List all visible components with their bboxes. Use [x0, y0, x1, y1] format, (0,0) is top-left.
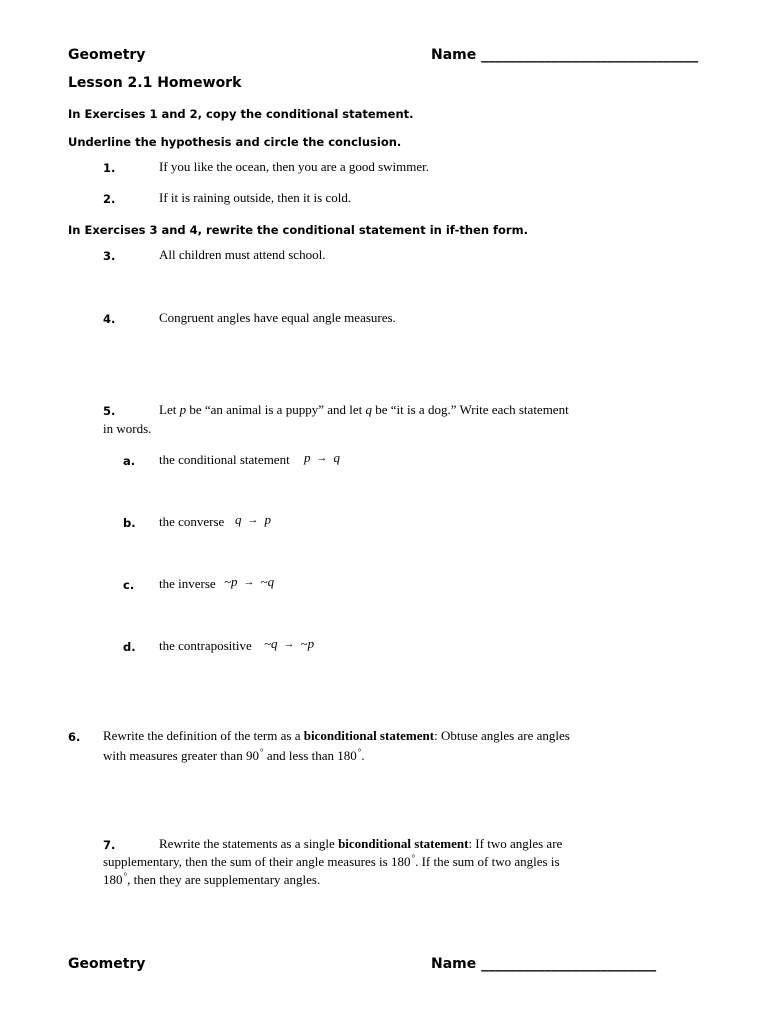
- degree-icon: °: [411, 853, 416, 863]
- biconditional-term: biconditional statement: [303, 728, 435, 743]
- arrow-icon: →: [243, 576, 255, 588]
- arrow-icon: →: [316, 452, 328, 464]
- part-b-formula: q → p: [235, 512, 271, 527]
- part-d-text: the contrapositive: [159, 638, 252, 653]
- exercise-1-number: 1.: [103, 161, 116, 175]
- arrow-icon: →: [283, 638, 295, 650]
- exercise-4-number: 4.: [103, 312, 116, 326]
- degree-icon: °: [259, 747, 264, 757]
- variable-p: p: [179, 402, 187, 417]
- exercise-2-text: If it is raining outside, then it is cold.: [159, 190, 352, 205]
- exercise-7-line2: supplementary, then the sum of their angle measures is 180°. If the sum of two angles is: [103, 853, 560, 869]
- exercise-3-text: All children must attend school.: [159, 247, 326, 262]
- course-title: Geometry: [68, 47, 146, 63]
- exercise-5-intro-line2: in words.: [103, 421, 152, 436]
- exercise-7-number: 7.: [103, 838, 116, 852]
- part-a-letter: a.: [123, 454, 136, 468]
- degree-icon: °: [123, 871, 128, 881]
- variable-q: q: [365, 402, 372, 417]
- exercise-5-intro: Let p be “an animal is a puppy” and let q be “it is a dog.” Write each statement: [159, 402, 569, 417]
- part-d-letter: d.: [123, 640, 136, 654]
- exercise-6-line1: Rewrite the definition of the term as a biconditional statement: Obtuse angles are angles: [103, 728, 570, 743]
- part-a-formula: p → q: [304, 450, 340, 465]
- exercise-4-text: Congruent angles have equal angle measures.: [159, 310, 396, 325]
- exercise-6-line2: with measures greater than 90° and less than 180°.: [103, 747, 365, 763]
- exercise-6-number: 6.: [68, 730, 81, 744]
- exercise-1-text: If you like the ocean, then you are a good swimmer.: [159, 159, 430, 174]
- degree-icon: °: [357, 747, 362, 757]
- biconditional-term: biconditional statement: [338, 836, 469, 851]
- exercise-7-line1: Rewrite the statements as a single biconditional statement: If two angles are: [159, 836, 563, 851]
- part-b-letter: b.: [123, 516, 136, 530]
- part-c-text: the inverse: [159, 576, 216, 591]
- part-b-text: the converse: [159, 514, 225, 529]
- exercise-5-number: 5.: [103, 404, 116, 418]
- part-a-text: the conditional statement: [159, 452, 290, 467]
- footer-name-field-label: Name _________________________: [431, 956, 657, 972]
- name-field-label: Name _______________________________: [431, 47, 699, 63]
- exercise-7-line3: 180°, then they are supplementary angles.: [103, 871, 321, 887]
- instruction-underline: Underline the hypothesis and circle the conclusion.: [68, 135, 402, 149]
- part-d-formula: ~q → ~p: [264, 636, 315, 651]
- part-c-formula: ~p → ~q: [224, 574, 275, 589]
- footer-course-title: Geometry: [68, 956, 146, 972]
- lesson-title: Lesson 2.1 Homework: [68, 75, 242, 91]
- instruction-if-then: In Exercises 3 and 4, rewrite the conditional statement in if-then form.: [68, 223, 528, 237]
- instruction-copy: In Exercises 1 and 2, copy the conditional statement.: [68, 107, 414, 121]
- part-c-letter: c.: [123, 578, 135, 592]
- exercise-3-number: 3.: [103, 249, 116, 263]
- arrow-icon: →: [247, 514, 259, 526]
- exercise-2-number: 2.: [103, 192, 116, 206]
